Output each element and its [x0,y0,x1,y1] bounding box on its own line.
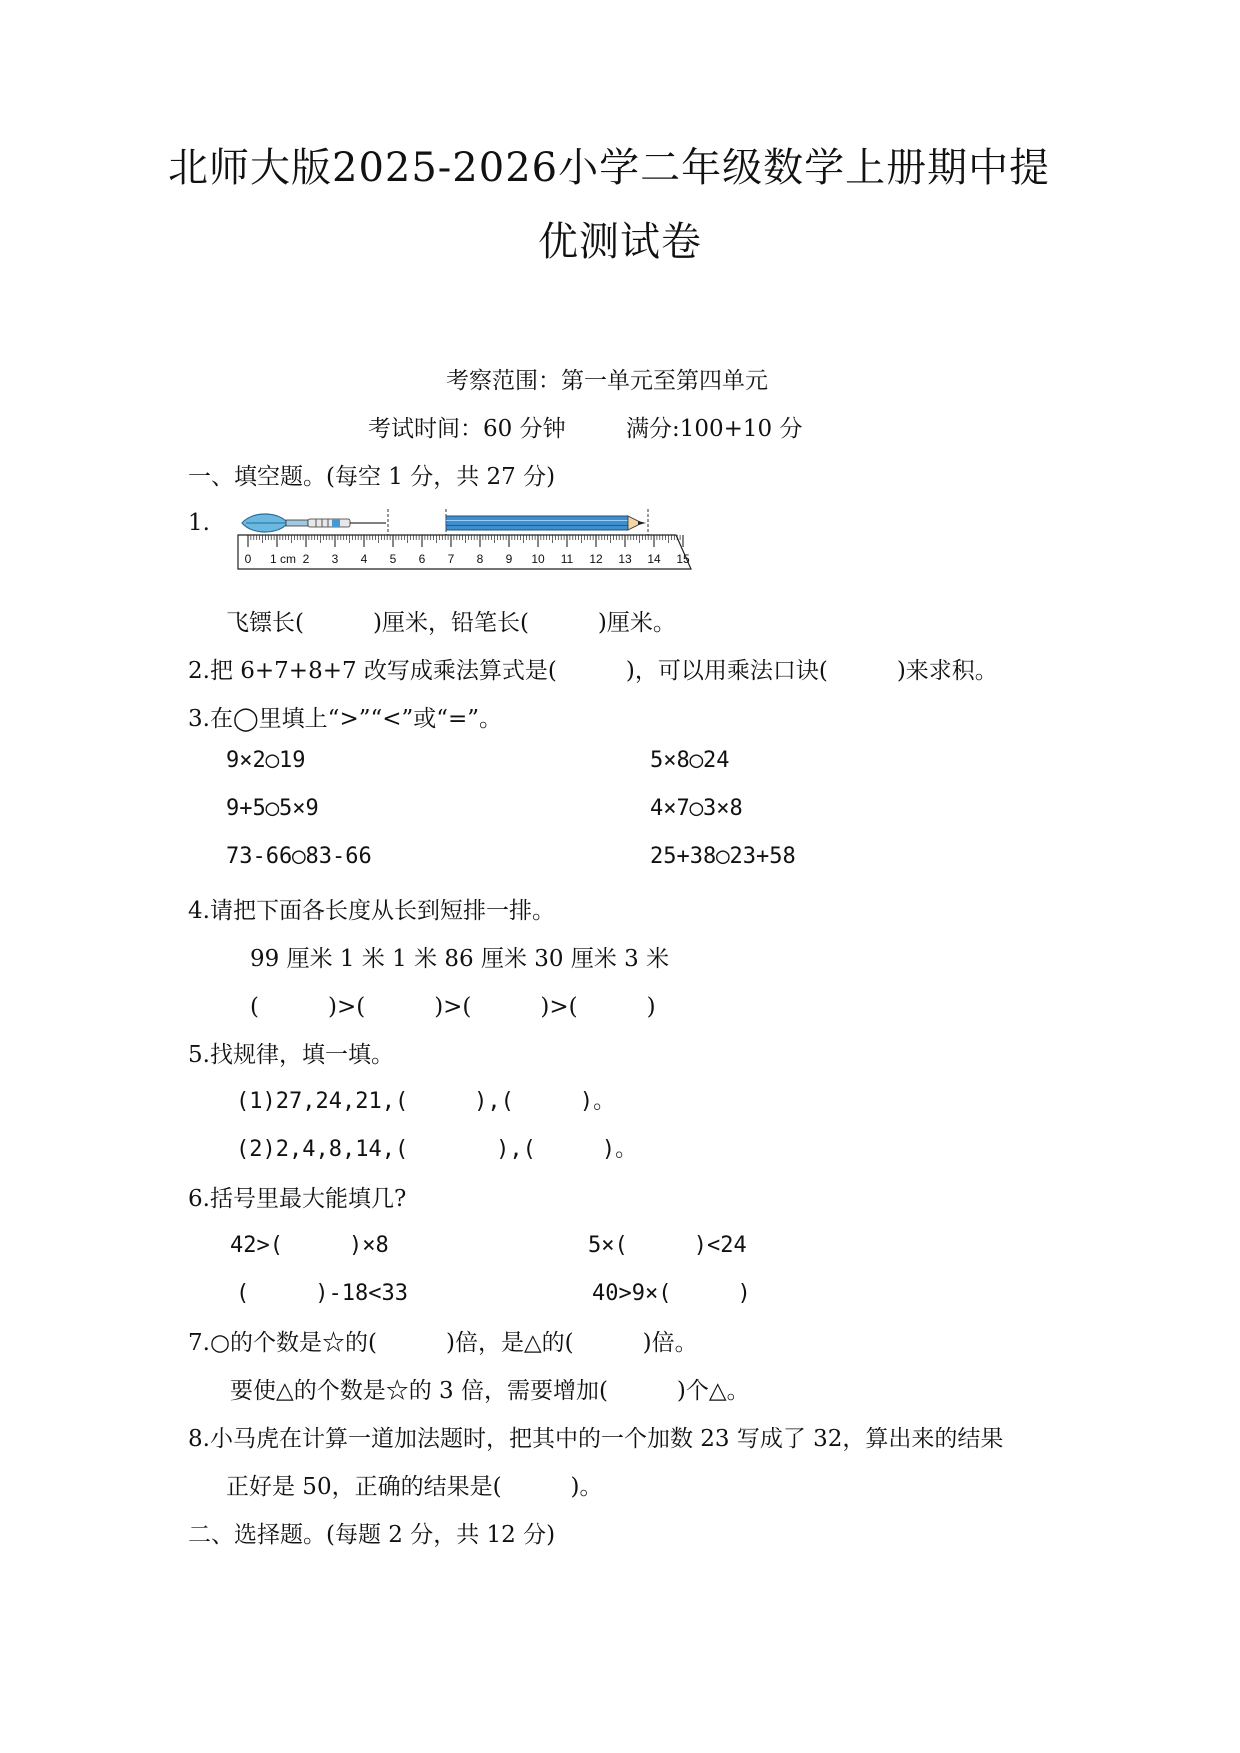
q7-line2: 要使△的个数是☆的 3 倍，需要增加( )个△。 [230,1378,750,1404]
ruler-label: 3 [331,552,339,566]
page-title-line1: 北师大版2025-2026小学二年级数学上册期中提 [168,145,1051,191]
ruler-label: 11 [560,552,574,566]
ruler [238,535,691,569]
q3-item-4: 4×7◯3×8 [650,796,743,821]
ruler-label: 9 [505,552,513,566]
q3-item-2: 5×8◯24 [650,748,730,773]
q6-item-2: 5×( )<24 [588,1233,747,1258]
pencil-icon [446,516,646,530]
ruler-label: 15 [676,552,690,566]
q5-stem: 5.找规律，填一填。 [188,1042,394,1068]
q3-item-1: 9×2◯19 [226,748,306,773]
ruler-label: 5 [389,552,397,566]
page-title-line2: 优测试卷 [538,219,702,265]
q3-stem: 3.在◯里填上“>”“<”或“=”。 [188,706,503,732]
q6-item-4: 40>9×( ) [592,1281,751,1306]
q1-number: 1. [188,510,210,536]
q6-item-1: 42>( )×8 [230,1233,389,1258]
q6-item-3: ( )-18<33 [236,1281,408,1306]
q2-text: 2.把 6+7+8+7 改写成乘法算式是( )，可以用乘法口诀( )来求积。 [188,658,998,684]
section1-heading: 一、填空题。(每空 1 分，共 27 分) [188,464,556,490]
q8-line2: 正好是 50，正确的结果是( )。 [226,1474,603,1500]
ruler-label: 13 [618,552,632,566]
q7-line1: 7.○的个数是☆的( )倍，是△的( )倍。 [188,1330,698,1356]
ruler-label: 7 [447,552,455,566]
q4-blanks: ( )>( )>( )>( ) [250,994,656,1020]
ruler-label: 0 [244,552,252,566]
section2-heading: 二、选择题。(每题 2 分，共 12 分) [188,1522,556,1548]
ruler-label: 6 [418,552,426,566]
exam-time: 考试时间：60 分钟 [368,416,566,442]
q5-item-1: (1)27,24,21,( ),( )。 [236,1089,616,1114]
ruler-label: 1 cm [269,552,297,566]
ruler-figure [236,505,706,571]
ruler-label: 10 [531,552,545,566]
q3-item-6: 25+38◯23+58 [650,844,796,869]
ruler-label: 12 [589,552,603,566]
q3-item-5: 73-66◯83-66 [226,844,372,869]
dart-icon [242,514,386,532]
ruler-label: 2 [302,552,310,566]
q3-item-3: 9+5◯5×9 [226,796,319,821]
ruler-label: 8 [476,552,484,566]
q8-line1: 8.小马虎在计算一道加法题时，把其中的一个加数 23 写成了 32，算出来的结果 [188,1426,1004,1452]
exam-score: 满分:100+10 分 [626,416,803,442]
exam-scope: 考察范围：第一单元至第四单元 [446,368,768,394]
q5-item-2: (2)2,4,8,14,( ),( )。 [236,1137,638,1162]
ruler-label: 4 [360,552,368,566]
q4-values: 99 厘米 1 米 1 米 86 厘米 30 厘米 3 米 [250,946,670,972]
ruler-label: 14 [647,552,661,566]
q6-stem: 6.括号里最大能填几? [188,1186,407,1212]
q1-text: 飞镖长( )厘米，铅笔长( )厘米。 [226,610,676,636]
q4-stem: 4.请把下面各长度从长到短排一排。 [188,898,555,924]
